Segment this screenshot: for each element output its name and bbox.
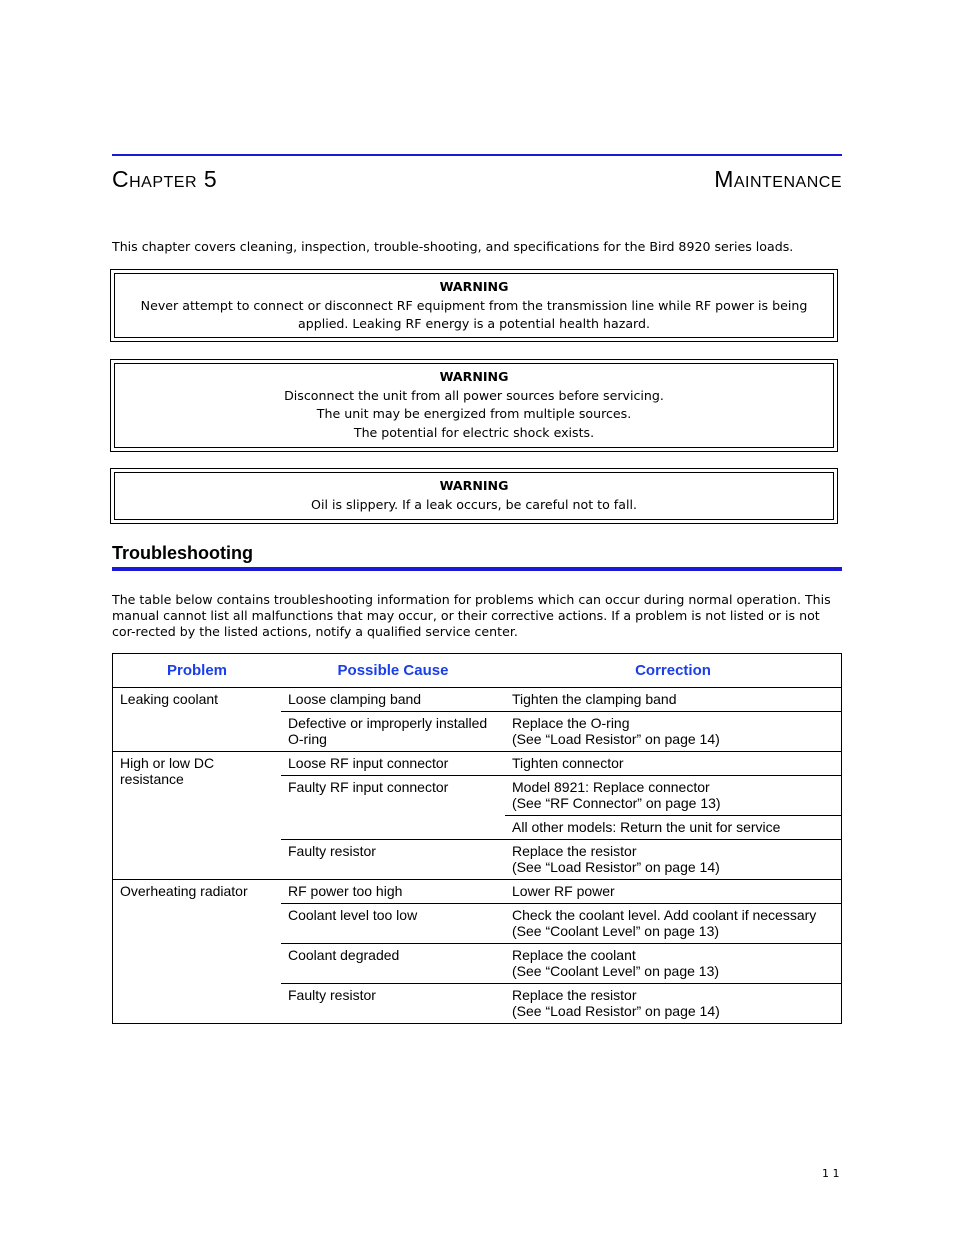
intro-paragraph: This chapter covers cleaning, inspection, trouble-shooting, and specifications for the Bird 8920 series loads. (112, 239, 794, 254)
correction-cell (505, 944, 842, 984)
correction-cell (505, 984, 842, 1024)
warning-title: WARNING (439, 279, 509, 294)
correction-cell (505, 712, 842, 752)
correction-line: Lower RF power (512, 883, 615, 899)
chapter-title: Maintenance (714, 166, 842, 192)
table-row (113, 880, 842, 904)
correction-line: (See “Coolant Level” on page 13) (512, 963, 720, 979)
correction-cell (505, 752, 842, 776)
warning-line: applied. Leaking RF energy is a potential health hazard. (297, 316, 651, 332)
problem-cell: High or low DC resistance (113, 752, 282, 880)
warning-title: WARNING (439, 369, 509, 384)
chapter-number: Chapter 5 (112, 166, 218, 192)
correction-cell (505, 776, 842, 816)
correction-line: Replace the resistor (512, 843, 637, 859)
warning-box-power (110, 359, 838, 452)
cause-cell: Defective or improperly installed O-ring (281, 712, 505, 752)
correction-line: (See “Coolant Level” on page 13) (512, 923, 720, 939)
troubleshooting-table (112, 653, 842, 1024)
header-cause: Possible Cause (281, 654, 505, 688)
correction-line: (See “Load Resistor” on page 14) (512, 731, 720, 747)
troubleshooting-paragraph: The table below contains troubleshooting information for problems which can occur during normal operation. This manual cannot list all malfunctions that may occur, or their corrective actions. If a problem is not listed or is not cor-rected by the listed actions, notify a qualified service center. (112, 592, 831, 639)
cause-cell: Faulty RF input connector (281, 776, 505, 840)
chapter-header (112, 166, 842, 196)
cause-cell: Faulty resistor (288, 987, 376, 1003)
correction-line: (See “Load Resistor” on page 14) (512, 859, 720, 875)
section-heading-troubleshooting: Troubleshooting (112, 543, 253, 563)
correction-line: All other models: Return the unit for service (512, 819, 781, 835)
cause-cell: Loose clamping band (281, 688, 505, 712)
correction-cell (505, 688, 842, 712)
cause-cell: RF power too high (281, 880, 505, 904)
warning-box-rf (110, 269, 838, 342)
correction-line: Replace the O-ring (512, 715, 630, 731)
problem-cell: Leaking coolant (113, 688, 282, 752)
correction-line: (See “RF Connector” on page 13) (512, 795, 721, 811)
warning-line: Disconnect the unit from all power sources before servicing. (284, 387, 664, 403)
cause-cell: Faulty resistor (281, 840, 505, 880)
warning-line: The unit may be energized from multiple sources. (316, 406, 632, 422)
correction-line: Model 8921: Replace connector (512, 779, 710, 795)
problem-cell: Overheating radiator (120, 883, 248, 899)
warning-title: WARNING (439, 478, 509, 493)
table-header-row (113, 654, 842, 688)
section-rule (112, 567, 842, 571)
cause-cell: Coolant level too low (281, 904, 505, 944)
table-row (113, 752, 842, 776)
warning-box-oil (110, 468, 838, 524)
warning-line: Never attempt to connect or disconnect RF equipment from the transmission line while RF power is being (140, 297, 808, 313)
cause-cell: Coolant degraded (281, 944, 505, 984)
chapter-rule (112, 154, 842, 156)
correction-cell (505, 816, 842, 840)
correction-line: Replace the coolant (512, 947, 636, 963)
header-correction: Correction (505, 654, 842, 688)
correction-cell (505, 904, 842, 944)
correction-cell (505, 840, 842, 880)
warning-line: Oil is slippery. If a leak occurs, be careful not to fall. (311, 496, 637, 512)
cause-cell: Loose RF input connector (281, 752, 505, 776)
correction-cell (505, 880, 842, 904)
table-row (113, 688, 842, 712)
page-number: 1 1 (822, 1167, 840, 1180)
correction-line: Tighten the clamping band (512, 691, 677, 707)
correction-line: Check the coolant level. Add coolant if necessary (512, 907, 817, 923)
header-problem: Problem (113, 654, 282, 688)
correction-line: Replace the resistor (512, 987, 637, 1003)
warning-line: The potential for electric shock exists. (353, 424, 595, 440)
correction-line: Tighten connector (512, 755, 624, 771)
correction-line: (See “Load Resistor” on page 14) (512, 1003, 720, 1019)
